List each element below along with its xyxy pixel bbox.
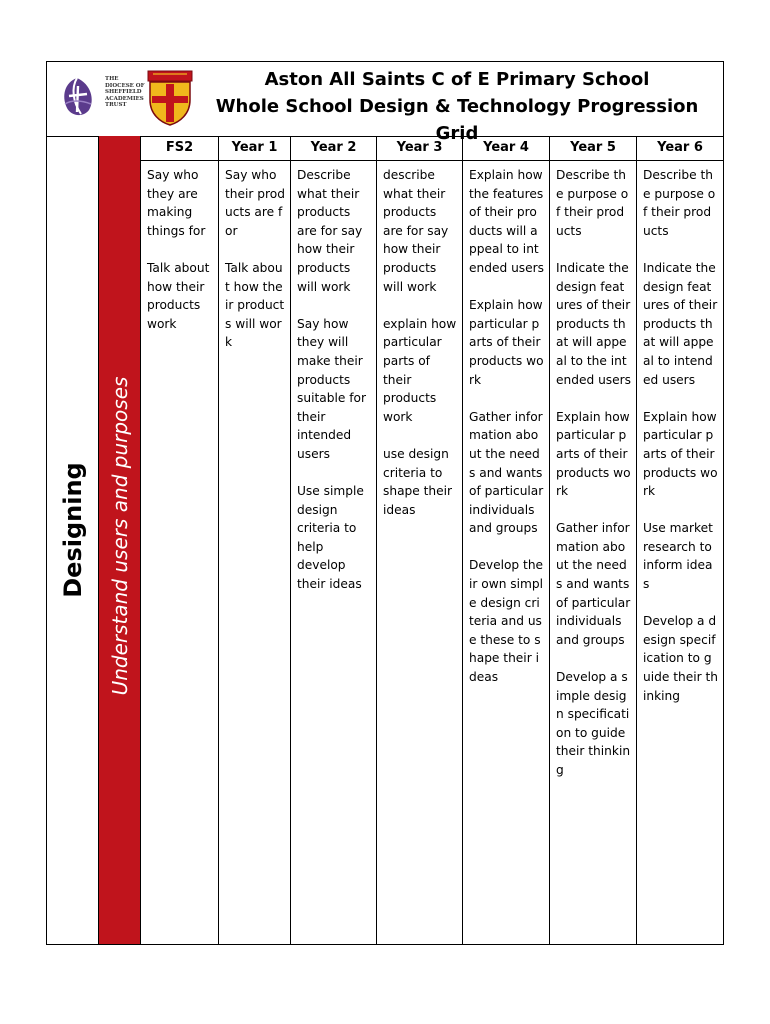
criterion-text: Talk about how their products will work xyxy=(225,260,285,350)
criterion-text: Describe what their products are for say how their products will work xyxy=(297,168,363,294)
column-heading: Year 3 xyxy=(377,136,462,161)
criterion-text: Develop their own simple design criteria and use these to shape their ideas xyxy=(469,558,544,685)
column-content xyxy=(219,161,290,352)
subsection-label-cell xyxy=(99,136,141,944)
school-name: Aston All Saints C of E Primary School xyxy=(264,69,650,90)
subsection-label: Understand users and purposes xyxy=(107,376,132,696)
column-year-2 xyxy=(291,136,377,944)
grid-title: Whole School Design & Technology Progression Grid xyxy=(215,96,699,144)
criterion-text: Say how they will make their products suitable for their intended users xyxy=(297,316,366,461)
column-content xyxy=(463,161,549,687)
criterion-text: Use simple design criteria to help develop their ideas xyxy=(297,484,364,592)
criterion-text: Gather information about the needs and wants of particular individuals and groups xyxy=(556,521,631,647)
column-content xyxy=(377,161,462,519)
column-content xyxy=(291,161,376,594)
diocese-trust-logo-icon xyxy=(57,74,97,122)
criterion-text: Develop a simple design specification to guide their thinking xyxy=(556,670,631,777)
criterion-text: Describe the purpose of their products xyxy=(643,168,716,238)
criterion-text: Explain how particular parts of their products work xyxy=(469,298,544,387)
column-heading: Year 6 xyxy=(637,136,723,161)
trust-name-text: THE DIOCESE OF SHEFFIELD ACADEMIES TRUST xyxy=(105,76,145,108)
criterion-text: Talk about how their products work xyxy=(147,260,210,331)
criterion-text: Develop a design specification to guide their thinking xyxy=(643,614,718,703)
criterion-text: Explain how particular parts of their products work xyxy=(556,409,631,499)
column-year-4 xyxy=(463,136,550,944)
criterion-text: describe what their products are for say how their products will work xyxy=(383,168,449,294)
column-content xyxy=(141,161,218,333)
criterion-text: Indicate the design features of their products that will appeal to the intended users xyxy=(556,260,631,387)
column-heading: Year 2 xyxy=(291,136,376,161)
criterion-text: Describe the purpose of their products xyxy=(556,168,629,238)
column-content xyxy=(550,161,636,780)
column-year-1 xyxy=(219,136,291,944)
column-heading: Year 5 xyxy=(550,136,636,161)
section-label: Designing xyxy=(58,462,87,598)
column-year-5 xyxy=(550,136,637,944)
criterion-text: Indicate the design features of their products that will appeal to intended users xyxy=(643,260,718,387)
column-year-3 xyxy=(377,136,463,944)
criterion-text: Explain how particular parts of their products work xyxy=(643,409,718,499)
criterion-text: Explain how the features of their products will appeal to intended users xyxy=(469,168,544,275)
column-heading: Year 1 xyxy=(219,136,290,161)
progression-grid-page xyxy=(46,61,724,945)
criterion-text: explain how particular parts of their products work xyxy=(383,316,457,424)
criterion-text: Say who they are making things for xyxy=(147,168,206,238)
document-title xyxy=(197,66,717,147)
column-year-6 xyxy=(637,136,723,944)
column-heading: FS2 xyxy=(141,136,218,161)
criterion-text: Use market research to inform ideas xyxy=(643,521,713,592)
criterion-text: Gather information about the needs and wants of particular individuals and groups xyxy=(469,409,544,536)
column-fs2 xyxy=(141,136,219,944)
school-crest-icon xyxy=(147,70,193,126)
document-header xyxy=(47,62,723,144)
criterion-text: use design criteria to shape their ideas xyxy=(383,446,453,517)
progression-table xyxy=(47,136,723,944)
column-heading: Year 4 xyxy=(463,136,549,161)
section-label-cell xyxy=(47,136,99,944)
column-content xyxy=(637,161,723,705)
criterion-text: Say who their products are for xyxy=(225,168,285,238)
